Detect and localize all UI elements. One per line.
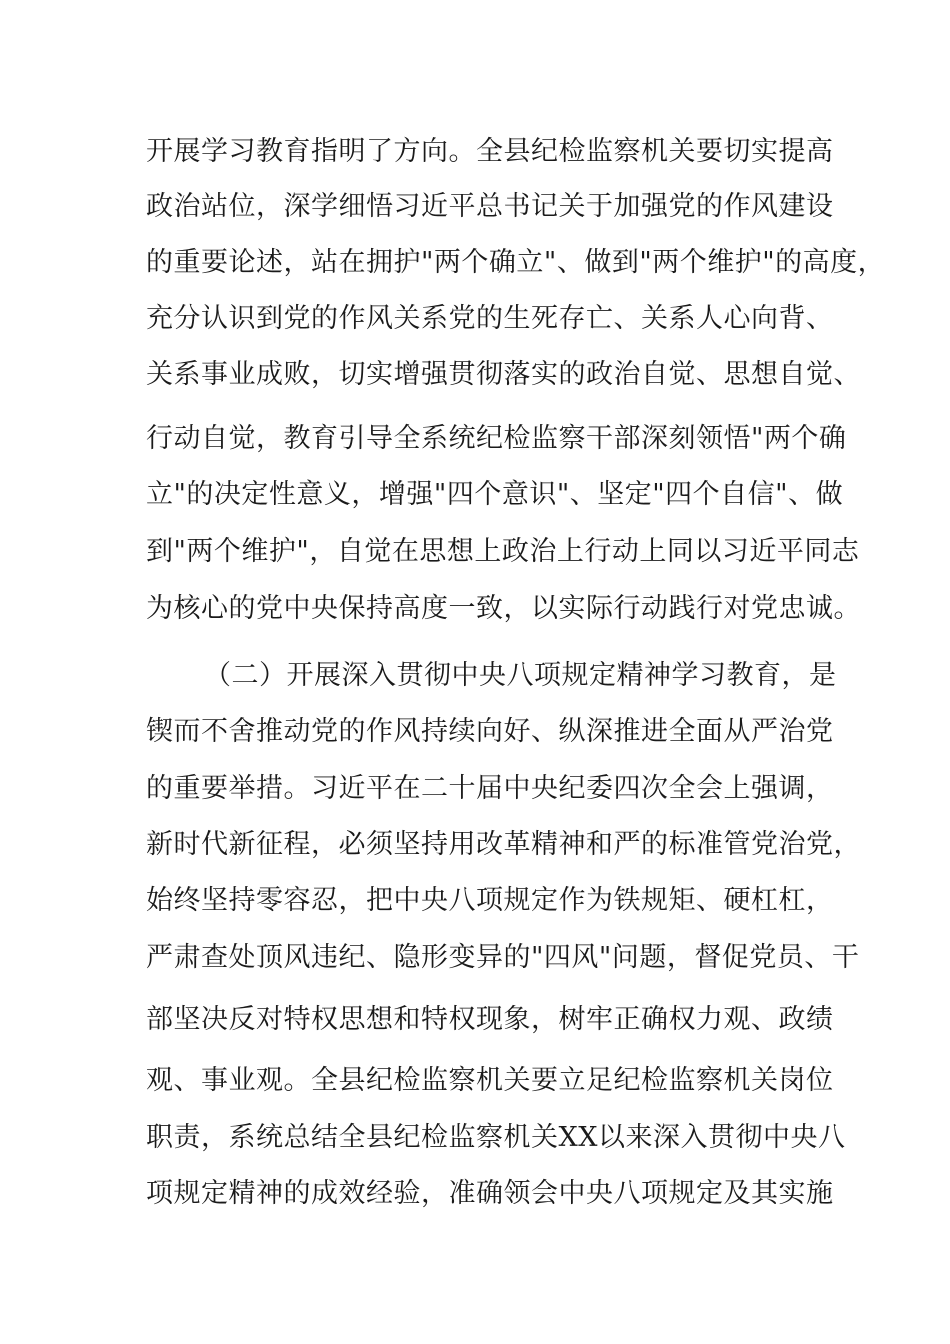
text-line: 的重要论述，站在拥护"两个确立"、做到"两个维护"的高度， xyxy=(146,247,886,278)
text-line: 观、事业观。全县纪检监察机关要立足纪检监察机关岗位 xyxy=(146,1065,834,1096)
text-line: 新时代新征程，必须坚持用改革精神和严的标准管党治党， xyxy=(146,829,861,860)
text-line: 政治站位，深学细悟习近平总书记关于加强党的作风建设 xyxy=(146,191,834,222)
text-line: 到"两个维护"，自觉在思想上政治上行动上同以习近平同志 xyxy=(146,536,860,567)
text-line: 立"的决定性意义，增强"四个意识"、坚定"四个自信"、做 xyxy=(146,479,844,510)
text-line: 部坚决反对特权思想和特权现象，树牢正确权力观、政绩 xyxy=(146,1004,834,1035)
text-line: 开展学习教育指明了方向。全县纪检监察机关要切实提高 xyxy=(146,136,834,167)
text-line: 行动自觉，教育引导全系统纪检监察干部深刻领悟"两个确 xyxy=(146,423,847,454)
text-line: 关系事业成败，切实增强贯彻落实的政治自觉、思想自觉、 xyxy=(146,359,861,390)
text-line: 职责，系统总结全县纪检监察机关XX以来深入贯彻中央八 xyxy=(146,1122,846,1153)
text-line: 项规定精神的成效经验，准确领会中央八项规定及其实施 xyxy=(146,1178,834,1209)
text-line: 的重要举措。习近平在二十届中央纪委四次全会上强调， xyxy=(146,773,834,804)
text-line: 锲而不舍推动党的作风持续向好、纵深推进全面从严治党 xyxy=(146,716,834,747)
text-line: 始终坚持零容忍，把中央八项规定作为铁规矩、硬杠杠， xyxy=(146,885,834,916)
text-line: 为核心的党中央保持高度一致，以实际行动践行对党忠诚。 xyxy=(146,593,861,624)
text-line-indented: （二）开展深入贯彻中央八项规定精神学习教育，是 xyxy=(204,660,837,691)
text-line: 充分认识到党的作风关系党的生死存亡、关系人心向背、 xyxy=(146,303,834,334)
text-line: 严肃查处顶风违纪、隐形变异的"四风"问题，督促党员、干 xyxy=(146,942,860,973)
